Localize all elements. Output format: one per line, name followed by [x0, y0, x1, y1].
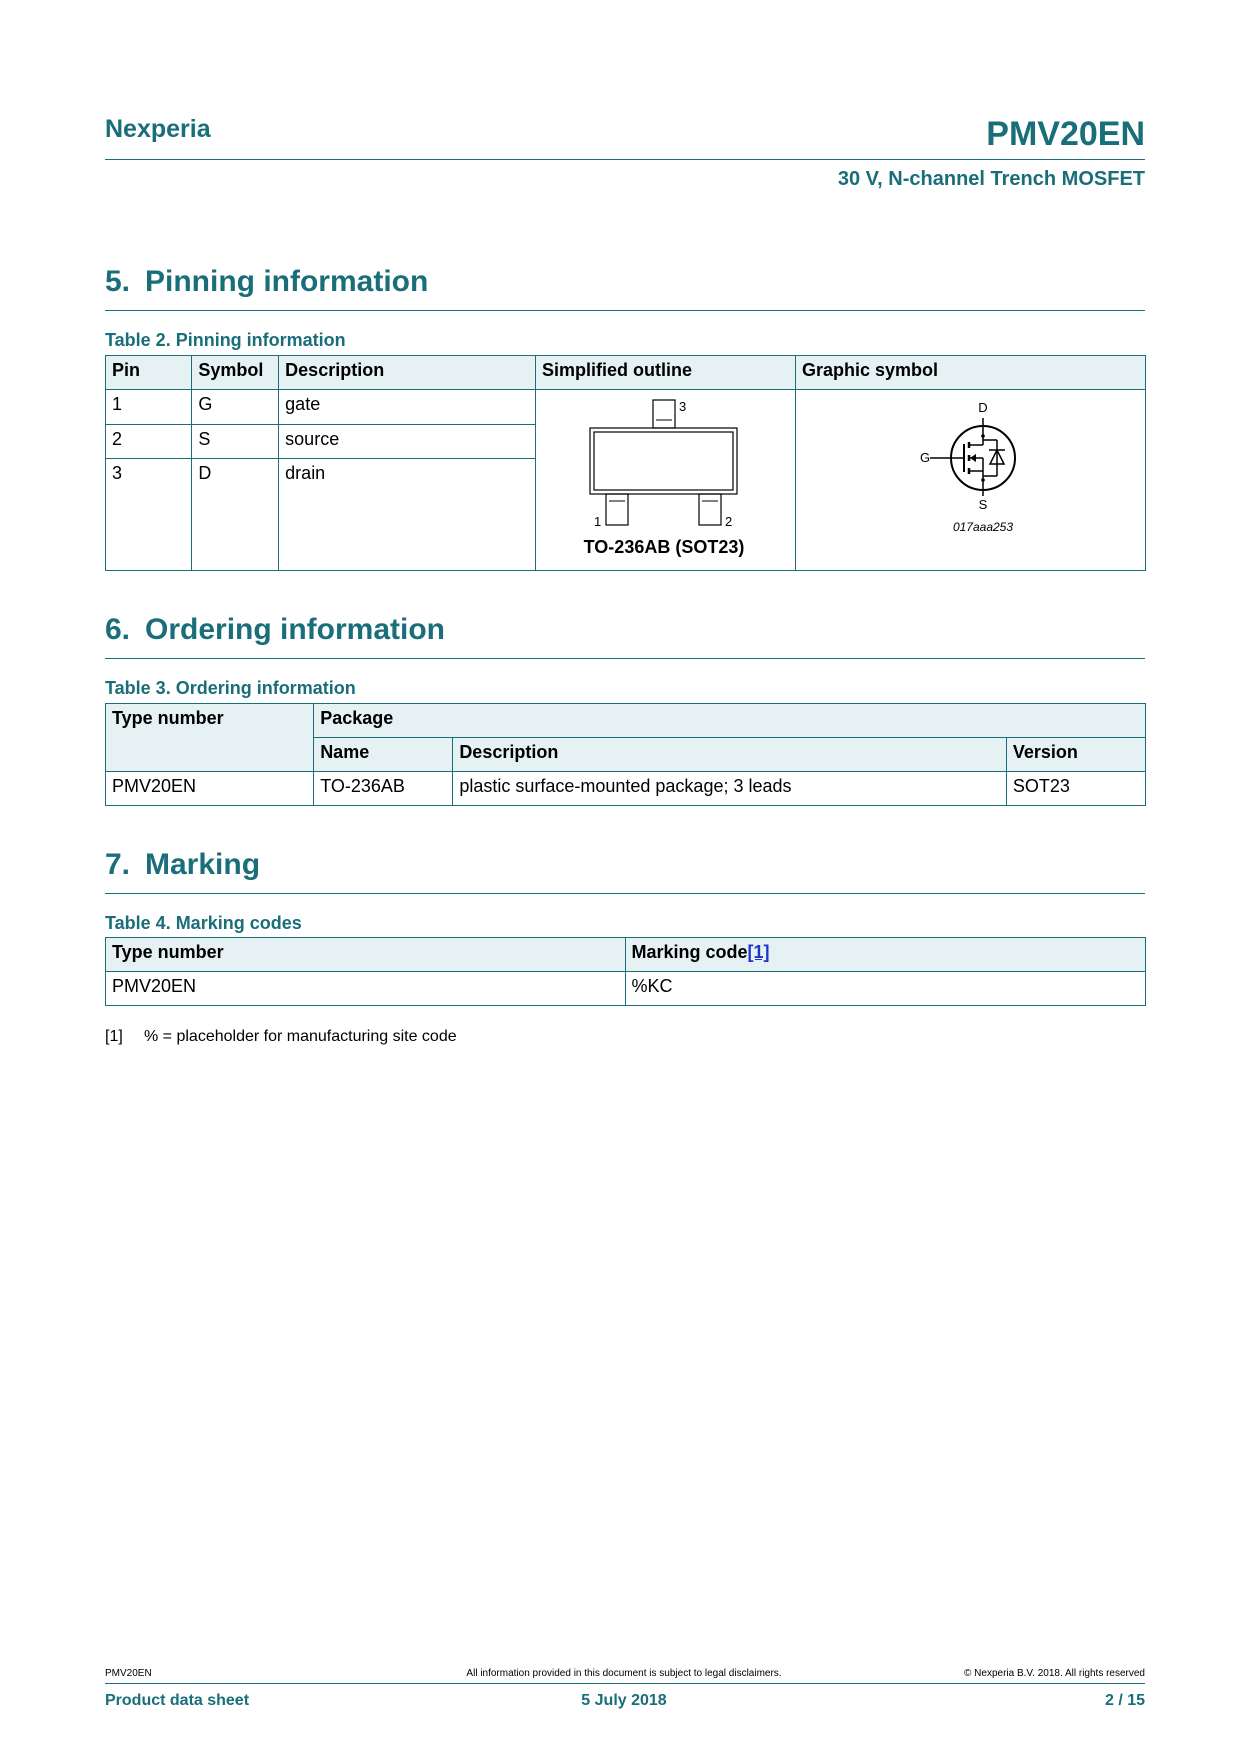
table-header-row — [106, 356, 1146, 390]
marking-table — [105, 937, 1146, 1006]
footer-date: 5 July 2018 — [581, 1692, 667, 1709]
brand-name: Nexperia — [105, 115, 211, 143]
symbol-cell: S — [192, 424, 279, 459]
table-caption: Table 2. Pinning information — [105, 330, 346, 350]
table-row — [106, 390, 1146, 425]
section-title-text: Ordering information — [145, 613, 445, 646]
table-header-row — [106, 704, 1146, 738]
marking-code-label: Marking code — [631, 942, 748, 962]
pin-cell: 2 — [106, 424, 192, 459]
col-simplified-outline: Simplified outline — [535, 356, 795, 390]
footer-doc-type: Product data sheet — [105, 1692, 250, 1709]
table-caption: Table 4. Marking codes — [105, 913, 302, 933]
sot23-outline-drawing — [536, 390, 795, 570]
pin-2-label: 2 — [724, 514, 733, 529]
footer-divider — [105, 1683, 1145, 1684]
footer-page-number: 2 / 15 — [1104, 1692, 1145, 1709]
pinning-table — [105, 355, 1146, 571]
symbol-cell: D — [192, 459, 279, 571]
section-divider — [105, 658, 1145, 659]
col-graphic-symbol: Graphic symbol — [795, 356, 1145, 390]
col-description: Description — [453, 738, 1007, 772]
col-package: Package — [314, 704, 1146, 738]
part-number: PMV20EN — [986, 115, 1145, 153]
col-version: Version — [1006, 738, 1145, 772]
table-row — [106, 772, 1146, 806]
package-description-cell: plastic surface-mounted package; 3 leads — [453, 772, 1007, 806]
section-divider — [105, 893, 1145, 894]
col-pin: Pin — [106, 356, 192, 390]
description-cell: drain — [279, 459, 536, 571]
section-number: 6. — [105, 613, 131, 646]
ordering-table — [105, 703, 1146, 806]
table-caption: Table 3. Ordering information — [105, 678, 356, 698]
footnote-text: % = placeholder for manufacturing site code — [144, 1028, 457, 1045]
footnote-number: [1] — [105, 1028, 123, 1045]
section-7-title — [105, 848, 260, 882]
pin-3-label: 3 — [678, 399, 687, 414]
footnote — [105, 1028, 457, 1046]
section-6-title — [105, 613, 445, 647]
symbol-cell: G — [192, 390, 279, 425]
marking-code-cell: %KC — [625, 972, 1146, 1006]
version-cell: SOT23 — [1006, 772, 1145, 806]
col-description: Description — [279, 356, 536, 390]
footnote-link[interactable]: [1] — [747, 942, 770, 962]
package-name-cell: TO-236AB — [314, 772, 453, 806]
table-row — [106, 972, 1146, 1006]
table-header-row — [106, 938, 1146, 972]
mosfet-symbol-drawing — [796, 390, 1145, 570]
col-marking-code — [625, 938, 1146, 972]
gate-label: G — [919, 450, 931, 465]
pin-1-label: 1 — [593, 514, 602, 529]
header-divider — [105, 159, 1145, 160]
section-number: 7. — [105, 848, 131, 881]
source-label: S — [978, 497, 988, 512]
type-number-cell: PMV20EN — [106, 772, 314, 806]
col-type-number: Type number — [106, 704, 314, 772]
footer-copyright: © Nexperia B.V. 2018. All rights reserved — [964, 1668, 1145, 1679]
footer-disclaimer: All information provided in this document is subject to legal disclaimers. — [466, 1668, 782, 1679]
pin-cell: 3 — [106, 459, 192, 571]
graphic-symbol-cell — [795, 390, 1145, 571]
description-cell: gate — [279, 390, 536, 425]
type-number-cell: PMV20EN — [106, 972, 626, 1006]
description-cell: source — [279, 424, 536, 459]
footer-doc-id: PMV20EN — [105, 1668, 152, 1679]
part-subtitle: 30 V, N-channel Trench MOSFET — [837, 168, 1145, 190]
section-title-text: Pinning information — [145, 265, 429, 298]
section-title-text: Marking — [145, 848, 261, 881]
col-type-number: Type number — [106, 938, 626, 972]
figure-id: 017aaa253 — [952, 520, 1014, 534]
package-label: TO-236AB (SOT23) — [583, 537, 745, 557]
col-name: Name — [314, 738, 453, 772]
section-divider — [105, 310, 1145, 311]
pin-cell: 1 — [106, 390, 192, 425]
section-5-title — [105, 265, 428, 299]
section-number: 5. — [105, 265, 131, 298]
outline-cell — [535, 390, 795, 571]
drain-label: D — [978, 400, 988, 415]
col-symbol: Symbol — [192, 356, 279, 390]
